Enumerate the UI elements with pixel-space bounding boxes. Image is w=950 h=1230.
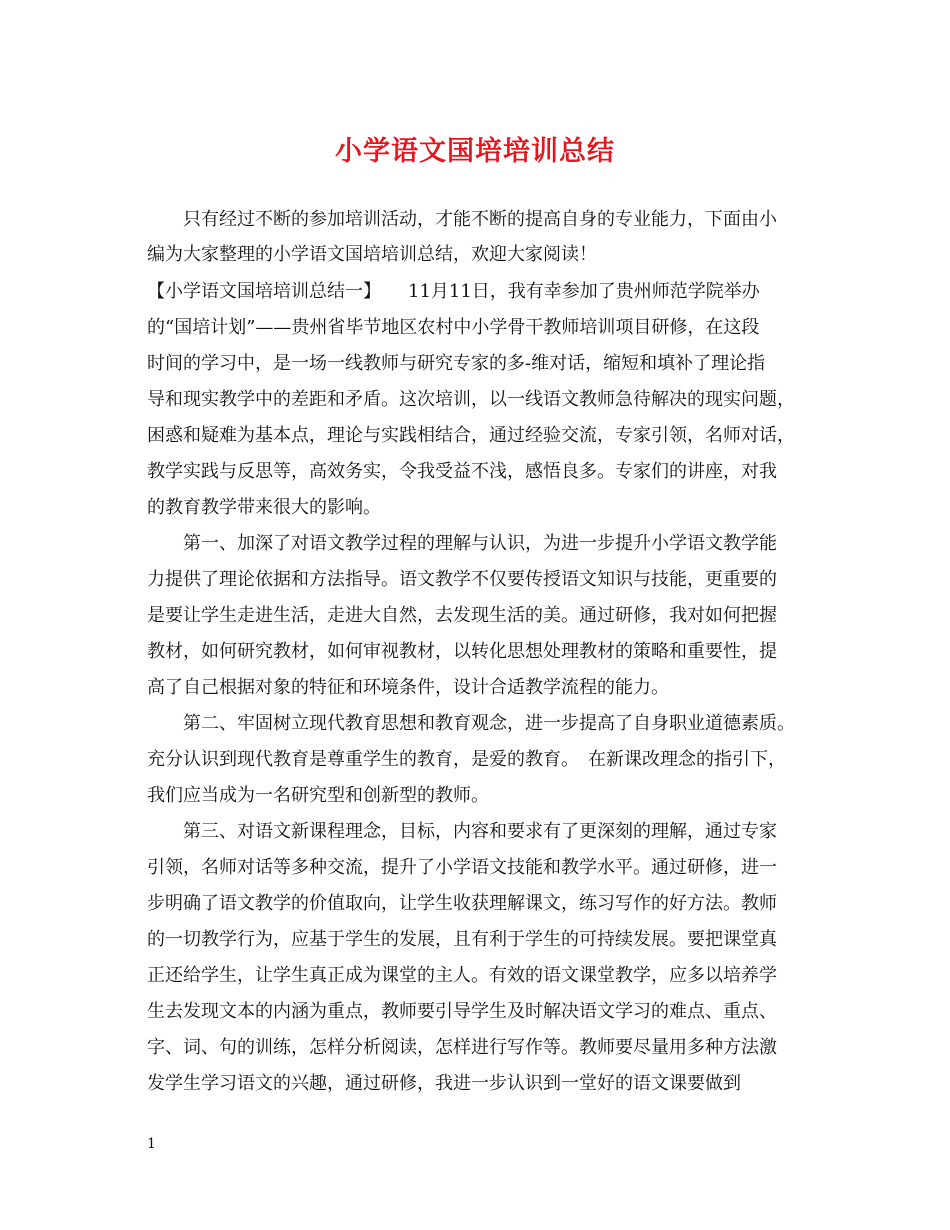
- text-line: 正还给学生，让学生真正成为课堂的主人。有效的语文课堂教学，应多以培养学: [147, 965, 777, 986]
- text-line: 力提供了理论依据和方法指导。语文教学不仅要传授语文知识与技能，更重要的: [147, 569, 777, 590]
- text-line: 引领，名师对话等多种交流，提升了小学语文技能和教学水平。通过研修，进一: [147, 857, 777, 878]
- document-title: 小学语文国培培训总结: [335, 136, 615, 167]
- text-line: 高了自己根据对象的特征和环境条件，设计合适教学流程的能力。: [147, 677, 669, 698]
- text-line: 第一、加深了对语文教学过程的理解与认识，为进一步提升小学语文教学能: [147, 533, 777, 554]
- text-line: 字、词、句的训练，怎样分析阅读，怎样进行写作等。教师要尽量用多种方法激: [147, 1037, 777, 1058]
- text-line: 只有经过不断的参加培训活动，才能不断的提高自身的专业能力，下面由小: [147, 209, 777, 230]
- text-line: 困惑和疑难为基本点，理论与实践相结合，通过经验交流，专家引领，名师对话，: [147, 425, 795, 446]
- text-line: 时间的学习中，是一场一线教师与研究专家的多-维对话，缩短和填补了理论指: [147, 353, 766, 374]
- text-line: 生去发现文本的内涵为重点，教师要引导学生及时解决语文学习的难点、重点、: [147, 1001, 777, 1022]
- text-line: 发学生学习语文的兴趣，通过研修，我进一步认识到一堂好的语文课要做到: [147, 1073, 741, 1094]
- text-line: 【小学语文国培培训总结一】 11月11日，我有幸参加了贵州师范学院举办: [147, 281, 760, 302]
- text-line: 是要让学生走进生活，走进大自然，去发现生活的美。通过研修，我对如何把握: [147, 605, 777, 626]
- text-line: 教学实践与反思等，高效务实，令我受益不浅，感悟良多。专家们的讲座，对我: [147, 461, 777, 482]
- text-line: 第二、牢固树立现代教育思想和教育观念，进一步提高了自身职业道德素质。: [147, 713, 795, 734]
- text-line: 编为大家整理的小学语文国培培训总结，欢迎大家阅读！: [147, 244, 597, 265]
- text-line: 的教育教学带来很大的影响。: [147, 497, 381, 518]
- text-line: 第三、对语文新课程理念，目标，内容和要求有了更深刻的理解，通过专家: [147, 821, 777, 842]
- page-number: 1: [147, 1136, 156, 1152]
- text-line: 的“国培计划”——贵州省毕节地区农村中小学骨干教师培训项目研修，在这段: [147, 317, 760, 338]
- text-line: 导和现实教学中的差距和矛盾。这次培训，以一线语文教师急待解决的现实问题，: [147, 389, 795, 410]
- text-line: 的一切教学行为，应基于学生的发展，且有利于学生的可持续发展。要把课堂真: [147, 929, 777, 950]
- text-line: 步明确了语文教学的价值取向，让学生收获理解课文，练习写作的好方法。教师: [147, 893, 777, 914]
- text-line: 教材，如何研究教材，如何审视教材，以转化思想处理教材的策略和重要性，提: [147, 641, 777, 662]
- text-line: 我们应当成为一名研究型和创新型的教师。: [147, 785, 489, 806]
- text-line: 充分认识到现代教育是尊重学生的教育，是爱的教育。 在新课改理念的指引下，: [147, 749, 786, 770]
